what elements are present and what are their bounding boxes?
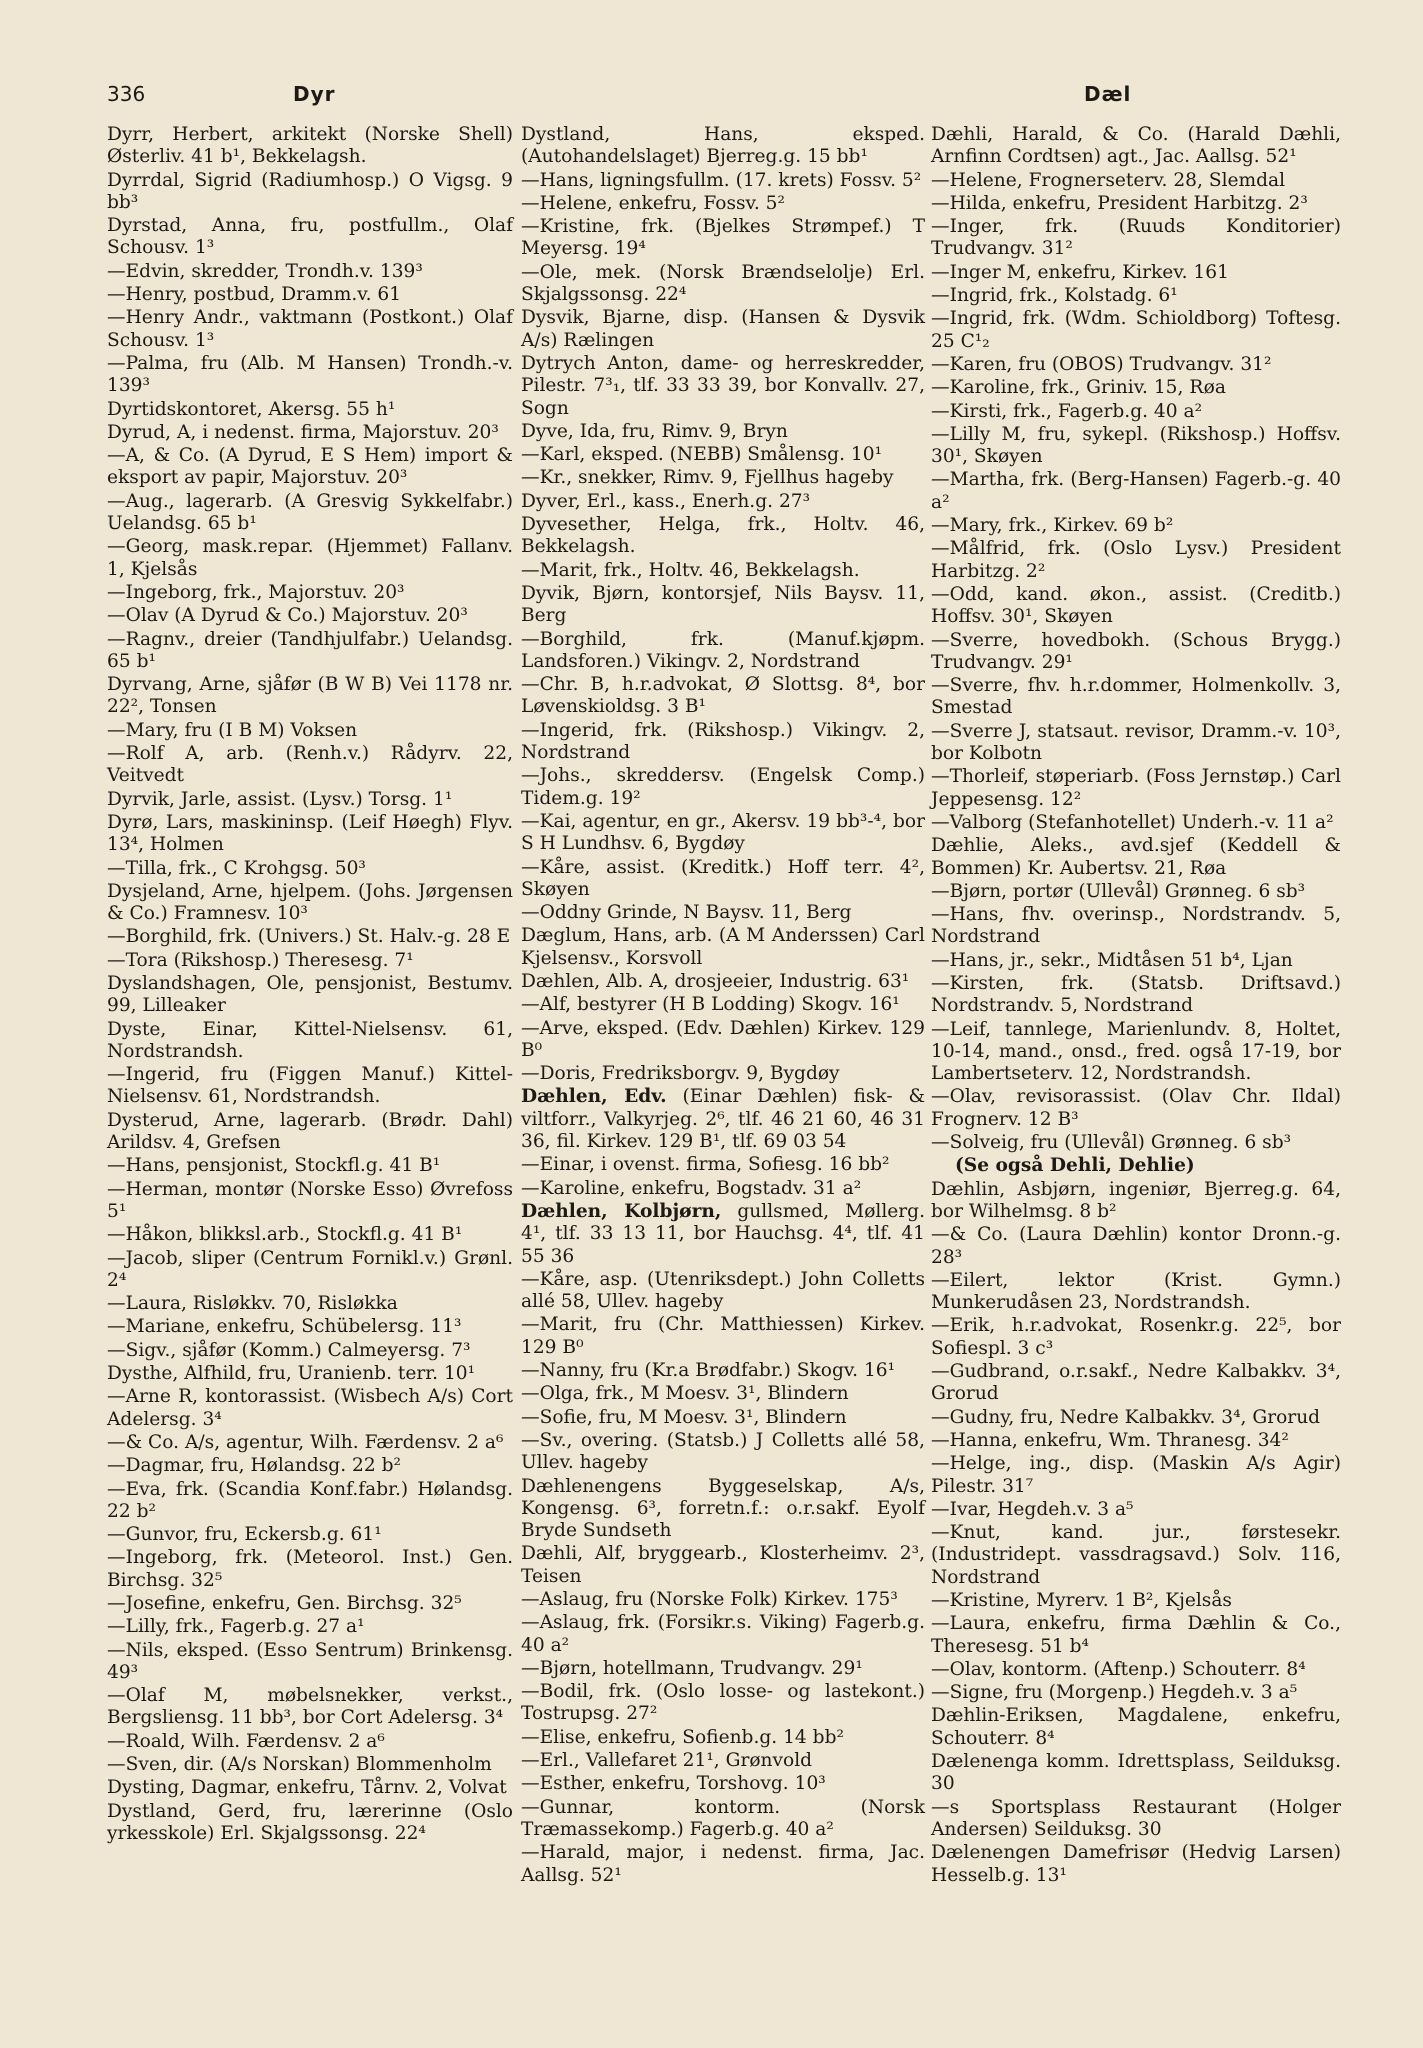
directory-entry: —Kirsti, frk., Fagerb.g. 40 a² [931, 400, 1203, 422]
directory-entry: Dælenengen Damefrisør (Hedvig Larsen) Hesselb.g. 13¹ [931, 1842, 1341, 1886]
directory-entry: —Rolf A, arb. (Renh.v.) Rådyrv. 22, Veitvedt [107, 743, 513, 787]
directory-entry: Dyste, Einar, Kittel-Nielsensv. 61, Nordstrandsh. [107, 1018, 513, 1062]
directory-entry: —Hilda, enkefru, President Harbitzg. 2³ [931, 192, 1308, 214]
directory-entry: —Aslaug, frk. (Forsikr.s. Viking) Fagerb.g. 40 a² [521, 1612, 925, 1656]
directory-entry: Dyvik, Bjørn, kontorsjef, Nils Baysv. 11, Berg [521, 582, 925, 627]
directory-entry: —Edvin, skredder, Trondh.v. 139³ [107, 260, 423, 282]
directory-entry: —Marit, fru (Chr. Matthiessen) Kirkev. 129 B⁰ [521, 1314, 925, 1358]
directory-entry: Dyvesether, Helga, frk., Holtv. 46, Bekkelagsh. [521, 514, 925, 558]
directory-entry: —Jacob, sliper (Centrum Fornikl.v.) Grønl. 2⁴ [107, 1247, 513, 1291]
directory-entry: —Henry Andr., vaktmann (Postkont.) Olaf Schousv. 1³ [107, 307, 513, 351]
running-head-left: Dyr [293, 82, 336, 106]
directory-entry: Dyrvang, Arne, sjåfør (B W B) Vei 1178 nr. 22², Tonsen [107, 674, 513, 718]
directory-entry: —A, & Co. (A Dyrud, E S Hem) import & eksport av papir, Majorstuv. 20³ [107, 445, 513, 489]
directory-entry: Dyrud, A, i nedenst. firma, Majorstuv. 20³ [107, 421, 499, 443]
directory-entry: —Odd, kand. økon., assist. (Creditb.) Hoffsv. 30¹, Skøyen [931, 583, 1341, 628]
directory-entry: —Hans, fhv. overinsp., Nordstrandv. 5, Nordstrand [931, 904, 1341, 948]
directory-entry: —Mariane, enkefru, Schübelersg. 11³ [107, 1316, 462, 1338]
directory-entry: Dæhlin-Eriksen, Magdalene, enkefru, Schouterr. 8⁴ [931, 1705, 1341, 1749]
directory-entry: Dysting, Dagmar, enkefru, Tårnv. 2, Volvat [107, 1777, 507, 1799]
page-number: 336 [107, 82, 146, 106]
directory-entry: —Eva, frk. (Scandia Konf.fabr.) Hølandsg. 22 b² [107, 1478, 513, 1522]
directory-entry: Dysthe, Alfhild, fru, Uranienb. terr. 10¹ [107, 1363, 476, 1385]
directory-entry: —Karoline, frk., Griniv. 15, Røa [931, 377, 1226, 399]
directory-entry: —Målfrid, frk. (Oslo Lysv.) President Harbitzg. 2² [931, 538, 1341, 582]
directory-entry: —Mary, fru (I B M) Voksen [107, 719, 358, 741]
directory-entry: —Gudny, fru, Nedre Kalbakkv. 3⁴, Grorud [931, 1406, 1321, 1428]
directory-entry: Dæhlin, Asbjørn, ingeniør, Bjerreg.g. 64, bor Wilhelmsg. 8 b² [931, 1178, 1341, 1222]
directory-entry: —Ingeborg, frk. (Meteorol. Inst.) Gen. Birchsg. 32⁵ [107, 1547, 513, 1591]
directory-entry: —Henry, postbud, Dramm.v. 61 [107, 284, 402, 306]
directory-entry: —Valborg (Stefanhotellet) Underh.-v. 11 a² [931, 811, 1334, 833]
directory-entry: Dyslandshagen, Ole, pensjonist, Bestumv. 99, Lilleaker [107, 972, 513, 1017]
directory-entry: —Palma, fru (Alb. M Hansen) Trondh.-v. 139³ [107, 352, 513, 397]
directory-entry: Dæhlenengens Byggeselskap, A/s, Kongensg. 6³, forretn.f.: o.r.sakf. Eyolf Bryde Sundseth [521, 1475, 925, 1542]
directory-entry: Dæglum, Hans, arb. (A M Anderssen) Carl Kjelsensv., Korsvoll [521, 925, 925, 969]
directory-entry: —Elise, enkefru, Sofienb.g. 14 bb² [521, 1726, 844, 1748]
directory-entry: —Sv., overing. (Statsb.) J Colletts allé 58, Ullev. hageby [521, 1429, 925, 1474]
directory-entry: —Thorleif, støperiarb. (Foss Jernstøp.) Carl Jeppesensg. 12² [931, 766, 1341, 810]
directory-entry: Dyve, Ida, fru, Rimv. 9, Bryn [521, 420, 788, 442]
directory-entry: Dælenenga komm. Idrettsplass, Seilduksg. 30 [931, 1751, 1341, 1795]
directory-entry: —Solveig, fru (Ullevål) Grønneg. 6 sb³ [931, 1132, 1292, 1154]
directory-entry: Dystland, Hans, eksped. (Autohandelslaget) Bjerreg.g. 15 bb¹ [521, 124, 925, 168]
directory-entry: —Olga, frk., M Moesv. 3¹, Blindern [521, 1383, 849, 1405]
directory-entry: —Bodil, frk. (Oslo losse- og lastekont.) Tostrupsg. 27² [521, 1681, 925, 1725]
directory-entry: —Olav, revisorassist. (Olav Chr. Ildal) Frognerv. 12 B³ [931, 1086, 1341, 1130]
directory-entry: Dytrych Anton, dame- og herreskredder, Pilestr. 7³₁, tlf. 33 33 39, bor Konvallv. 27, Sogn [521, 352, 925, 419]
directory-entry: —Olav, kontorm. (Aftenp.) Schouterr. 8⁴ [931, 1658, 1306, 1680]
directory-entry: —Sverre, fhv. h.r.dommer, Holmenkollv. 3, Smestad [931, 675, 1341, 719]
directory-entry: —Inger, frk. (Ruuds Konditorier) Trudvangv. 31² [931, 216, 1341, 260]
directory-entry: Dyver, Erl., kass., Enerh.g. 27³ [521, 490, 811, 512]
directory-entry: —Erl., Vallefaret 21¹, Grønvold [521, 1750, 813, 1772]
directory-entry: Dysjeland, Arne, hjelpem. (Johs. Jørgensen & Co.) Framnesv. 10³ [107, 880, 513, 925]
directory-entry: Dyrstad, Anna, fru, postfullm., Olaf Schousv. 1³ [107, 215, 513, 259]
directory-entry: Dyrø, Lars, maskininsp. (Leif Høegh) Flyv. 13⁴, Holmen [107, 811, 513, 856]
directory-entry: —Doris, Fredriksborgv. 9, Bygdøy [521, 1063, 840, 1085]
directory-entry: —Kai, agentur, en gr., Akersv. 19 bb³-⁴, bor S H Lundhsv. 6, Bygdøy [521, 810, 925, 855]
directory-entry: —Olav (A Dyrud & Co.) Majorstuv. 20³ [107, 605, 468, 627]
directory-entry: —Laura, Risløkkv. 70, Risløkka [107, 1293, 398, 1315]
directory-entry: —Kristine, frk. (Bjelkes Strømpef.) T Meyersg. 19⁴ [521, 216, 925, 260]
directory-entry: —Tora (Rikshosp.) Theresesg. 7¹ [107, 949, 414, 971]
directory-entry: Dyrrdal, Sigrid (Radiumhosp.) O Vigsg. 9 bb³ [107, 169, 513, 213]
directory-entry: —Hanna, enkefru, Wm. Thranesg. 34² [931, 1429, 1289, 1451]
directory-entry: —Sigv., sjåfør (Komm.) Calmeyersg. 7³ [107, 1339, 471, 1361]
directory-entry-bold [521, 1086, 925, 1153]
directory-entry: —Georg, mask.repar. (Hjemmet) Fallanv. 1, Kjelsås [107, 536, 513, 580]
directory-column-2 [521, 124, 925, 1888]
directory-entry: —Karl, eksped. (NEBB) Smålensg. 10¹ [521, 444, 883, 466]
directory-column-3 [931, 124, 1341, 1888]
directory-entry: —Dagmar, fru, Hølandsg. 22 b² [107, 1455, 401, 1477]
directory-entry: —Ingerid, frk. (Rikshosp.) Vikingv. 2, Nordstrand [521, 719, 925, 764]
directory-entry: —Roald, Wilh. Færdensv. 2 a⁶ [107, 1730, 385, 1752]
directory-entry: —Sverre J, statsaut. revisor, Dramm.-v. 10³, bor Kolbotn [931, 720, 1341, 765]
directory-entry: —Laura, enkefru, firma Dæhlin & Co., Theresesg. 51 b⁴ [931, 1613, 1341, 1657]
directory-entry: —Gudbrand, o.r.sakf., Nedre Kalbakkv. 3⁴, Grorud [931, 1361, 1341, 1405]
directory-entry: —& Co. A/s, agentur, Wilh. Færdensv. 2 a⁶ [107, 1431, 504, 1453]
directory-entry: —Kirsten, frk. (Statsb. Driftsavd.) Nordstrandv. 5, Nordstrand [931, 972, 1341, 1017]
directory-entry: —Borghild, frk. (Manuf.kjøpm. Landsforen.) Vikingv. 2, Nordstrand [521, 628, 925, 672]
directory-entry: —Helene, enkefru, Fossv. 5² [521, 192, 785, 214]
entry-rest: gullsmed, Møllerg. 4¹, tlf. 33 13 11, bor Hauchsg. 4⁴, tlf. 41 55 36 [521, 1200, 925, 1267]
directory-entry: —Aslaug, fru (Norske Folk) Kirkev. 175³ [521, 1589, 898, 1610]
directory-entry: —Hans, ligningsfullm. (17. krets) Fossv. 5² [521, 169, 922, 191]
directory-entry: —Håkon, blikksl.arb., Stockfl.g. 41 B¹ [107, 1224, 463, 1246]
directory-entry: —Alf, bestyrer (H B Lodding) Skogv. 16¹ [521, 994, 900, 1016]
directory-entry: —Karoline, enkefru, Bogstadv. 31 a² [521, 1177, 862, 1199]
directory-entry: —Ingrid, frk. (Wdm. Schioldborg) Toftesg. 25 C¹₂ [931, 308, 1341, 352]
directory-entry: Dæhli, Harald, & Co. (Harald Dæhli, Arnfinn Cordtsen) agt., Jac. Aallsg. 52¹ [931, 124, 1341, 168]
directory-entry: —Ragnv., dreier (Tandhjulfabr.) Uelandsg. 65 b¹ [107, 628, 513, 672]
directory-entry: —Gunvor, fru, Eckersb.g. 61¹ [107, 1524, 382, 1546]
directory-entry: —Marit, frk., Holtv. 46, Bekkelagsh. [521, 559, 860, 581]
directory-entry: —Erik, h.r.advokat, Rosenkr.g. 22⁵, bor Sofiespl. 3 c³ [931, 1315, 1341, 1359]
directory-column-1 [107, 124, 513, 1846]
entry-lead: Dæhlen, Edv. [521, 1086, 667, 1108]
directory-entry: —Esther, enkefru, Torshovg. 10³ [521, 1773, 826, 1795]
directory-entry: —Borghild, frk. (Univers.) St. Halv.-g. 28 E [107, 926, 511, 948]
directory-entry: —Arve, eksped. (Edv. Dæhlen) Kirkev. 129 B⁰ [521, 1017, 925, 1061]
directory-entry: —Helge, ing., disp. (Maskin A/s Agir) Pilestr. 31⁷ [931, 1453, 1341, 1497]
directory-entry: —& Co. (Laura Dæhlin) kontor Dronn.-g. 28³ [931, 1224, 1341, 1268]
directory-entry: —Gunnar, kontorm. (Norsk Træmassekomp.) Fagerb.g. 40 a² [521, 1796, 925, 1840]
directory-entry: —Josefine, enkefru, Gen. Birchsg. 32⁵ [107, 1593, 462, 1614]
directory-entry: Dysvik, Bjarne, disp. (Hansen & Dysvik A/s) Rælingen [521, 307, 925, 351]
see-also-note: (Se også Dehli, Dehlie) [955, 1155, 1195, 1177]
directory-entry: —Signe, fru (Morgenp.) Hegdeh.v. 3 a⁵ [931, 1682, 1298, 1704]
directory-entry: —Bjørn, hotellmann, Trudvangv. 29¹ [521, 1657, 863, 1679]
directory-entry: —Bjørn, portør (Ullevål) Grønneg. 6 sb³ [931, 880, 1306, 902]
directory-entry: —Olaf M, møbelsnekker, verkst., Bergsliensg. 11 bb³, bor Cort Adelersg. 3⁴ [107, 1685, 513, 1729]
directory-entry: —Hans, jr., sekr., Midtåsen 51 b⁴, Ljan [931, 949, 1293, 971]
page-header [107, 82, 1342, 112]
directory-entry: —Ingerid, fru (Figgen Manuf.) Kittel-Nielsensv. 61, Nordstrandsh. [107, 1064, 513, 1108]
directory-entry: —Kristine, Myrerv. 1 B², Kjelsås [931, 1590, 1232, 1611]
directory-entry: —Martha, frk. (Berg-Hansen) Fagerb.-g. 40 a² [931, 469, 1341, 513]
directory-entry: —Knut, kand. jur., førstesekr. (Industridept. vassdragsavd.) Solv. 116, Nordstrand [931, 1522, 1341, 1588]
directory-entry: —Mary, frk., Kirkev. 69 b² [931, 515, 1174, 537]
directory-entry: Dæhli, Alf, bryggearb., Klosterheimv. 2³, Teisen [521, 1543, 925, 1587]
directory-entry: —Ole, mek. (Norsk Brændselolje) Erl. Skjalgssonsg. 22⁴ [521, 261, 925, 306]
directory-entry: —Inger M, enkefru, Kirkev. 161 [931, 261, 1229, 283]
directory-entry: Dæhlie, Aleks., avd.sjef (Keddell & Bommen) Kr. Aubertsv. 21, Røa [931, 835, 1341, 879]
directory-entry: —Chr. B, h.r.advokat, Ø Slottsg. 8⁴, bor Løvenskioldsg. 3 B¹ [521, 674, 925, 718]
directory-entry: —Sverre, hovedbokh. (Schous Brygg.) Trudvangv. 29¹ [931, 629, 1341, 673]
directory-entry: —Oddny Grinde, N Baysv. 11, Berg [521, 902, 852, 924]
directory-entry-bold [521, 1201, 925, 1268]
directory-entry: —Hans, pensjonist, Stockfl.g. 41 B¹ [107, 1155, 441, 1177]
running-head-right: Dæl [1084, 82, 1132, 106]
directory-entry: —Sofie, fru, M Moesv. 3¹, Blindern [521, 1406, 847, 1428]
directory-entry: —Ivar, Hegdeh.v. 3 a⁵ [931, 1498, 1134, 1520]
directory-entry: —Herman, montør (Norske Esso) Øvrefoss 5¹ [107, 1178, 513, 1222]
directory-entry: Dyrtidskontoret, Akersg. 55 h¹ [107, 398, 396, 420]
entry-lead: Dæhlen, Kolbjørn, [521, 1200, 722, 1222]
directory-entry: —Johs., skreddersv. (Engelsk Comp.) Tidem.g. 19² [521, 765, 925, 809]
entry-rest: (Einar Dæhlen) fisk- & viltforr., Valkyrjeg. 2⁶, tlf. 46 21 60, 46 31 36, fil. Kirkev. 129 B¹, tlf. 69 03 54 [521, 1086, 926, 1153]
directory-entry: —Lilly, frk., Fagerb.g. 27 a¹ [107, 1616, 365, 1638]
directory-entry: —Helene, Frognerseterv. 28, Slemdal [931, 169, 1286, 191]
directory-entry: Dyrr, Herbert, arkitekt (Norske Shell) Østerliv. 41 b¹, Bekkelagsh. [107, 124, 513, 168]
directory-entry: —Karen, fru (OBOS) Trudvangv. 31² [931, 353, 1272, 375]
directory-entry: —Aug., lagerarb. (A Gresvig Sykkelfabr.) Uelandsg. 65 b¹ [107, 490, 513, 535]
directory-entry: —Sven, dir. (A/s Norskan) Blommenholm [107, 1754, 492, 1776]
directory-entry: —Kr., snekker, Rimv. 9, Fjellhus hageby [521, 467, 894, 489]
directory-entry: —Harald, major, i nedenst. firma, Jac. Aallsg. 52¹ [521, 1842, 925, 1886]
directory-entry: Dysterud, Arne, lagerarb. (Brødr. Dahl) Arildsv. 4, Grefsen [107, 1109, 513, 1154]
directory-entry: Dyrvik, Jarle, assist. (Lysv.) Torsg. 1¹ [107, 788, 453, 810]
directory-entry: —Leif, tannlege, Marienlundv. 8, Holtet, 10-14, mand., onsd., fred. også 17-19, bor Lambertseterv. 12, Nordstrandsh. [931, 1018, 1341, 1085]
directory-entry: —Nils, eksped. (Esso Sentrum) Brinkensg. 49³ [107, 1639, 513, 1683]
directory-entry: —s Sportsplass Restaurant (Holger Andersen) Seilduksg. 30 [931, 1796, 1341, 1840]
directory-entry: Dystland, Gerd, fru, lærerinne (Oslo yrkesskole) Erl. Skjalgssonsg. 22⁴ [107, 1800, 513, 1844]
directory-entry: —Lilly M, fru, sykepl. (Rikshosp.) Hoffsv. 30¹, Skøyen [931, 423, 1341, 468]
directory-entry: —Kåre, asp. (Utenriksdept.) John Colletts allé 58, Ullev. hageby [521, 1268, 925, 1313]
directory-entry: —Ingeborg, frk., Majorstuv. 20³ [107, 581, 405, 603]
directory-entry: —Nanny, fru (Kr.a Brødfabr.) Skogv. 16¹ [521, 1360, 896, 1382]
directory-entry: —Kåre, assist. (Kreditk.) Hoff terr. 4², Skøyen [521, 856, 925, 900]
directory-entry: —Ingrid, frk., Kolstadg. 6¹ [931, 285, 1178, 307]
directory-entry: —Tilla, frk., C Krohgsg. 50³ [107, 857, 366, 879]
directory-entry: —Eilert, lektor (Krist. Gymn.) Munkerudåsen 23, Nordstrandsh. [931, 1269, 1341, 1314]
directory-entry: —Einar, i ovenst. firma, Sofiesg. 16 bb² [521, 1154, 890, 1176]
directory-entry: Dæhlen, Alb. A, drosjeeier, Industrig. 63¹ [521, 970, 910, 992]
directory-entry: —Arne R, kontorassist. (Wisbech A/s) Cort Adelersg. 3⁴ [107, 1386, 513, 1430]
